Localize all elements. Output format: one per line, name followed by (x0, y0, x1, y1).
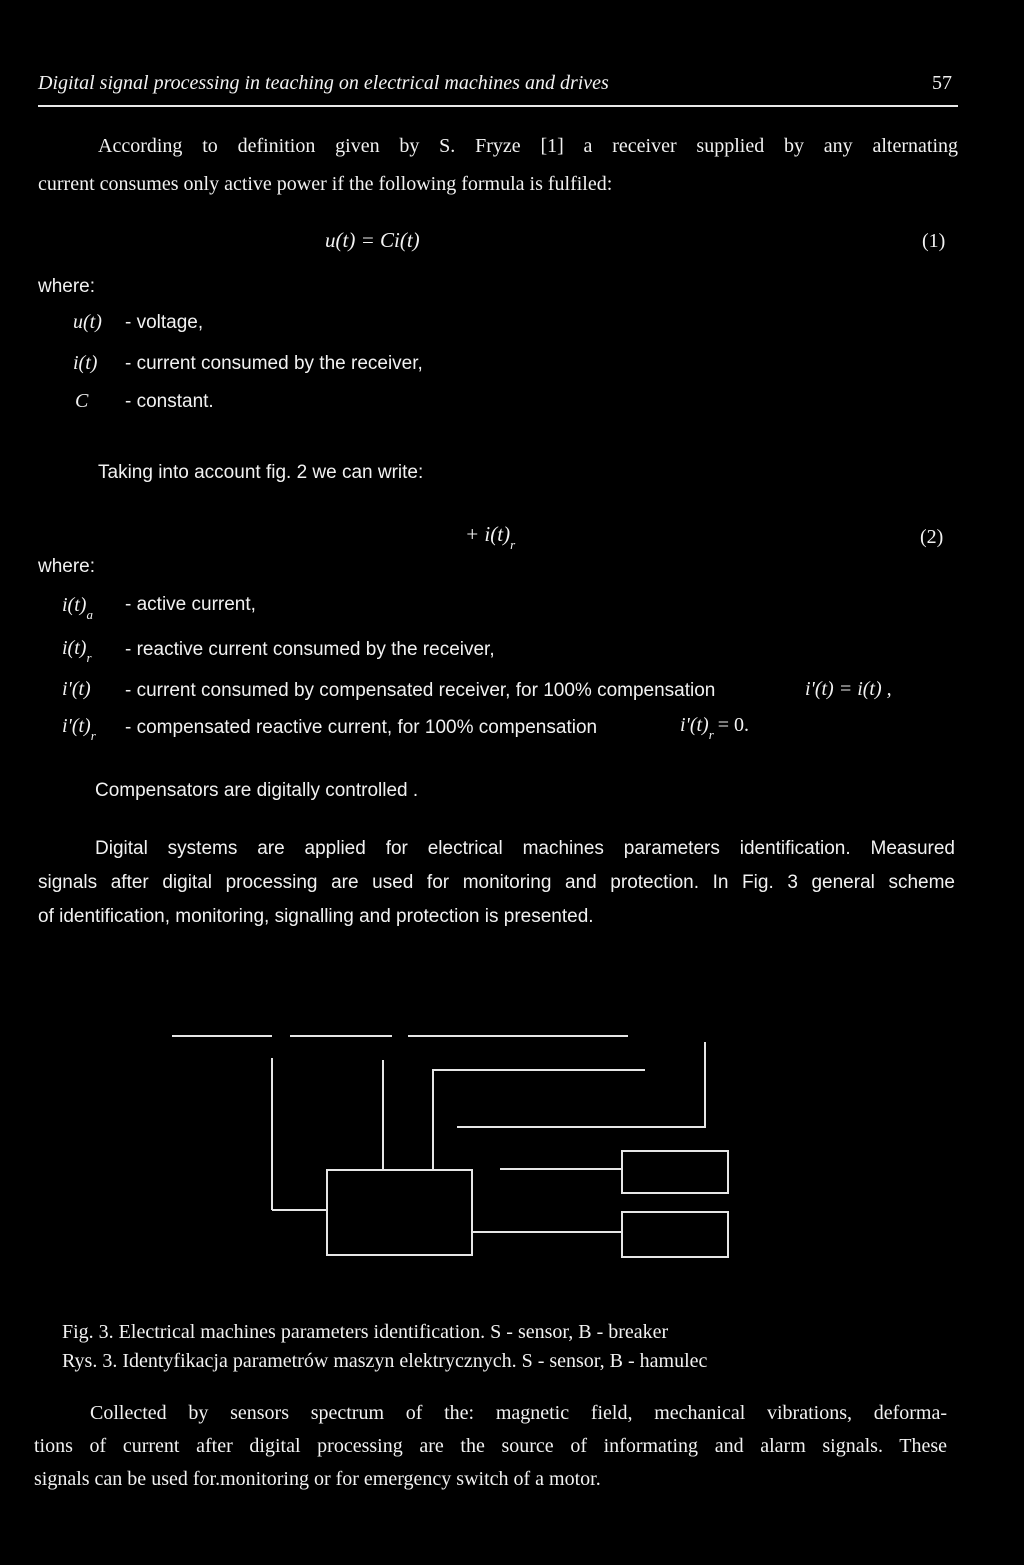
def2-symbol: i(t) (62, 637, 87, 659)
def2-symbol: i(t) (62, 594, 87, 616)
tail-symbol: i'(t) (680, 714, 709, 736)
def2-symbol: i'(t) (62, 715, 91, 737)
tail-subscript: r (708, 727, 714, 742)
para4-line3: of identification, monitoring, signalling and protection is presented. (38, 906, 594, 927)
diagram-box-lower-right (622, 1212, 728, 1257)
para5-line2: tions of current after digital processing are the source of informating and alarm signals. These (34, 1435, 947, 1457)
diagram-right-loop (457, 1042, 705, 1127)
para3: Compensators are digitally controlled . (95, 780, 419, 801)
running-header: Digital signal processing in teaching on electrical machines and drives (38, 72, 609, 94)
diagram-box-upper-right (622, 1151, 728, 1193)
def2-text-active: - active current, (125, 594, 256, 615)
def2-text-iprime: - current consumed by compensated receiver, for 100% compensation (125, 680, 716, 701)
para4-line2: signals after digital processing are used for monitoring and protection. In Fig. 3 general scheme (38, 872, 955, 893)
where-label-2: where: (38, 556, 96, 577)
def1-text-u: - voltage, (125, 312, 204, 333)
eq1-rhs: = Ci(t) (360, 228, 420, 252)
tail-value: = 0. (717, 714, 750, 736)
def1-text-i: - current consumed by the receiver, (125, 353, 423, 374)
eq2-term: + i(t) (465, 522, 511, 546)
eq2-subscript: r (510, 537, 516, 552)
para5-line1: Collected by sensors spectrum of the: magnetic field, mechanical vibrations, deforma- (90, 1402, 947, 1424)
def2-symbol-iprime: i'(t) (62, 678, 91, 700)
eq2-number: (2) (920, 526, 944, 548)
para5-line3: signals can be used for.monitoring or for emergency switch of a motor. (34, 1468, 601, 1490)
def2-subscript: a (86, 607, 93, 622)
para1-line1: According to definition given by S. Fryze [1] a receiver supplied by any alternating (98, 135, 958, 157)
def1-text-c: - constant. (125, 391, 214, 412)
para4-line1: Digital systems are applied for electrical machines parameters identification. Measured (95, 838, 955, 859)
def1-symbol-i: i(t) (73, 352, 98, 374)
where-label-1: where: (38, 276, 96, 297)
page-number: 57 (932, 72, 952, 94)
para1-line2: current consumes only active power if the following formula is fulfiled: (38, 173, 613, 195)
eq1-number: (1) (922, 230, 946, 252)
def2-tail-iprime: i'(t) = i(t) , (805, 678, 892, 700)
diagram-inner-loop (433, 1070, 645, 1170)
diagram-main-box (327, 1170, 472, 1255)
def2-text-iprime-r: - compensated reactive current, for 100% compensation (125, 717, 598, 738)
figure-caption-en: Fig. 3. Electrical machines parameters identification. S - sensor, B - breaker (62, 1321, 669, 1343)
def2-text-reactive: - reactive current consumed by the receiver, (125, 639, 495, 660)
def1-symbol-u: u(t) (73, 311, 102, 333)
def2-subscript: r (86, 650, 92, 665)
para2: Taking into account fig. 2 we can write: (98, 462, 424, 483)
eq1-lhs: u(t) (325, 228, 356, 252)
def1-symbol-c: C (75, 390, 89, 412)
def2-subscript: r (90, 728, 96, 743)
figure-caption-pl: Rys. 3. Identyfikacja parametrów maszyn elektrycznych. S - sensor, B - hamulec (62, 1350, 708, 1372)
